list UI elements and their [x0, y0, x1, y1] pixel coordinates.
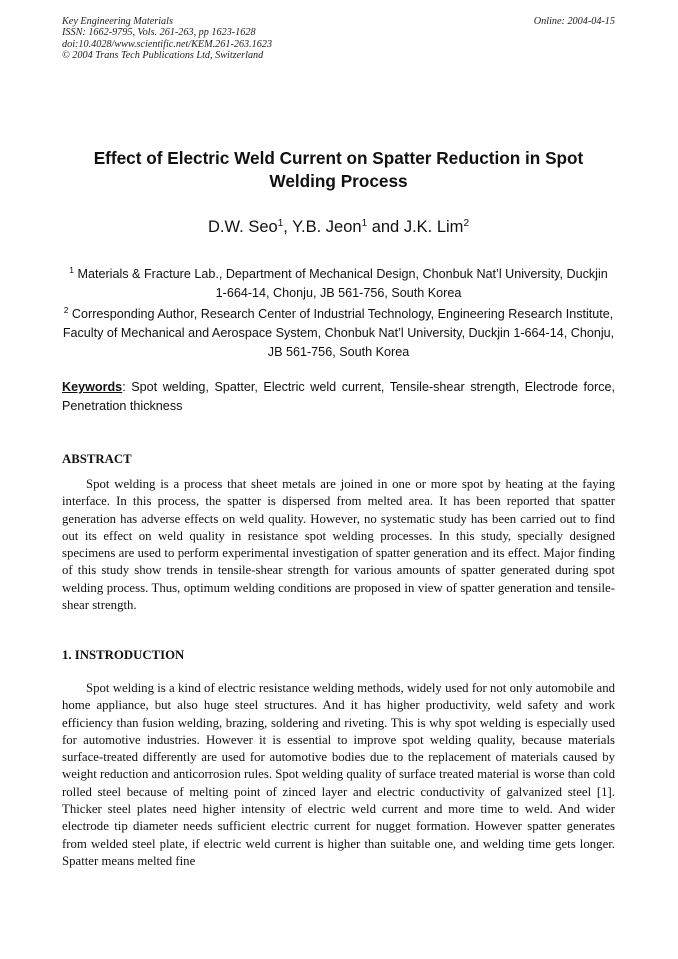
online-date: Online: 2004-04-15: [533, 16, 615, 27]
journal-header: [62, 16, 615, 61]
paper-title: Effect of Electric Weld Current on Spatter Reduction in Spot Welding Process: [93, 148, 584, 191]
author-list: [62, 216, 615, 238]
author-separator: and: [367, 218, 404, 236]
keywords-text: : Spot welding, Spatter, Electric weld current, Tensile-shear strength, Electrode force, Penetration thickness: [62, 380, 615, 413]
affiliation-number: 1: [69, 265, 74, 275]
affiliation-number: 2: [63, 305, 69, 315]
keywords-label: Keywords: [62, 380, 123, 394]
affiliation-text: Materials & Fracture Lab., Department of Mechanical Design, Chonbuk Nat’l University, Duckjin 1-664-14, Chonju, JB 561-756, South Korea: [77, 267, 608, 300]
copyright-line: © 2004 Trans Tech Publications Ltd, Switzerland: [62, 49, 264, 61]
affiliation-1: [62, 265, 615, 303]
abstract-body: Spot welding is a process that sheet metals are joined in one or more spot by heating at the faying interface. In this process, the spatter is dispersed from melted area. It has been reported that spatter generation has adverse effects on weld quality. However, no systematic study has been carried out to find out its effect on weld quality in resistance spot welding processes. In this study, specially designed specimens are used to perform experimental investigation of spatter generation and its effect. Major finding of this study show trends in tensile-shear strength for various amounts of spatter generated during spot welding process. Thus, optimum welding conditions are proposed in view of spatter generation and tensile-shear strength.: [62, 477, 615, 613]
author-name: Y.B. Jeon: [292, 218, 362, 236]
author-separator: ,: [283, 218, 293, 236]
author-name: J.K. Lim: [403, 218, 464, 236]
author-name: D.W. Seo: [208, 218, 278, 236]
affiliation-marker: 1: [361, 218, 368, 229]
introduction-heading: 1. INSTRODUCTION: [62, 648, 185, 662]
journal-name: Key Engineering Materials: [62, 16, 173, 27]
affiliation-marker: 1: [277, 218, 284, 229]
affiliation-marker: 2: [463, 218, 469, 229]
affiliation-2: [62, 305, 615, 362]
affiliation-text: Corresponding Author, Research Center of Industrial Technology, Engineering Research Institute, Faculty of Mechanical and Aerospace System, Chonbuk Nat’l University, Duckjin 1-664-14, Chonju, JB 561-756, South Korea: [62, 307, 615, 359]
introduction-body: Spot welding is a kind of electric resistance welding methods, widely used for not only automobile and home appliance, but also huge steel structures. And it has higher productivity, weld safety and work efficiency than fusion welding, brazing, soldering and riveting. This is why spot welding is especially used for automotive industries. However it is essential to improve spot welding quality, because materials surface-treated differently are used for automotive bodies due to the replacement of materials caused by weight reduction and anticorrosion rules. Spot welding quality of surface treated material is worse than cold rolled steel because of melting point of zinced layer and electric conductivity of galvanized steel [1]. Thicker steel plates need higher intensity of electric weld current and more time to weld. And wider electrode tip diameter needs sufficient electric current for nugget formation. However spatter generates from welded steel plate, if electric weld current is higher than suitable one, and welding time gets longer. Spatter means melted fine: [62, 681, 615, 868]
abstract-heading: ABSTRACT: [62, 452, 132, 466]
issn-line: ISSN: 1662-9795, Vols. 261-263, pp 1623-1628: [62, 27, 256, 39]
doi-line: doi:10.4028/www.scientific.net/KEM.261-263.1623: [62, 38, 273, 50]
keywords: [62, 378, 615, 415]
